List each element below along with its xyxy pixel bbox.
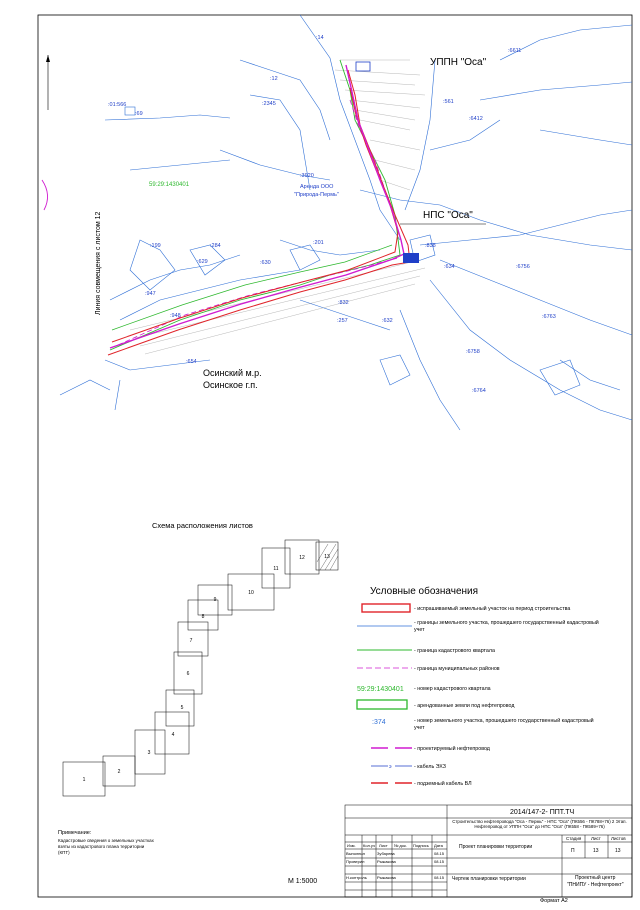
stamp-organization-2: "ПНИПУ - Нефтепроект" (567, 882, 624, 888)
scheme-sheet-number: 12 (299, 555, 305, 561)
legend-text-wrap (414, 718, 604, 738)
lease-label-2: "Природа-Пермь" (294, 192, 339, 198)
legend-text: - кабель ЭХЗ (414, 764, 446, 770)
sheet-frame (38, 15, 632, 897)
legend-text: - граница муниципальных районов (414, 666, 500, 672)
stamp-sheets-head: Листов (611, 836, 626, 841)
parcel-label: :257 (337, 318, 348, 324)
construction-strip-inner (112, 88, 398, 342)
parcel-label: :3920 (300, 173, 314, 179)
parcel-label: :01:566 (108, 102, 127, 108)
municipal-arc (42, 180, 48, 210)
stamp-sheet: 13 (593, 848, 599, 854)
uppn-facility (356, 62, 370, 71)
parcel-label: :284 (210, 243, 221, 249)
parcel-label: :838 (425, 243, 436, 249)
scheme-sheet-number: 11 (273, 566, 279, 572)
notes (58, 830, 156, 878)
stamp-row-head: Изм. (347, 843, 356, 848)
notes-title: Примечание: (58, 830, 92, 836)
legend-text: - подземный кабель ВЛ (414, 781, 472, 787)
stamp-object-wrap (449, 819, 630, 835)
stamp-sheets: 13 (615, 848, 621, 854)
quarter-number-label: 59:29:1430401 (149, 182, 190, 188)
survey-hatching (130, 60, 425, 354)
legend-sample-lease (357, 700, 407, 709)
legend-sample-construction (362, 604, 410, 612)
scheme-sheet-number: 8 (201, 614, 205, 620)
stamp-drawing-2: Чертеж планировки территории (452, 876, 526, 882)
scheme-sheet-numbers (83, 554, 330, 783)
parcel-label: :14 (316, 35, 324, 41)
stamp-object: Строительство нефтепровода "Оса - Пермь" - НПС "Оса" (ПК556 - ПК788+76) 2 Этап. Нефтепровод от УППН "Оса" до НПС "Оса" (ПК558 - ПК589+76) (452, 819, 627, 830)
parcel-label: :12 (270, 76, 278, 82)
stamp-name: Рыжакова (377, 859, 396, 864)
stamp-row-head: Дата (434, 843, 443, 848)
scheme-sheet-number: 13 (324, 554, 330, 560)
legend-sample-parcel-number: :374 (372, 719, 386, 726)
legend-text: - номер земельного участка, прошедшего государственный кадастровый учет (414, 718, 594, 731)
legend (357, 585, 604, 787)
uppn-label: УППН "Оса" (430, 57, 487, 68)
legend-text: - границы земельного участка, прошедшего государственный кадастровый учет (414, 620, 599, 633)
title-block-texts (346, 809, 630, 888)
parcel-label: :6763 (542, 314, 556, 320)
map-area (42, 15, 632, 430)
scheme-sheet-number: 1 (82, 777, 86, 783)
parcel-labels (108, 35, 556, 394)
stamp-date: 08.15 (434, 875, 445, 880)
parcel-label: :69 (135, 111, 143, 117)
stamp-date: 08.15 (434, 851, 445, 856)
notes-text: Кадастровые сведения о земельных участках взяты из кадастрового плана территории (КПТ) (58, 838, 154, 855)
parcel-label: :199 (150, 243, 161, 249)
parcel-label: :6412 (469, 116, 483, 122)
scale-label: М 1:5000 (288, 878, 318, 885)
stamp-stage: П (571, 848, 575, 854)
stamp-sheet-head: Лист (591, 836, 601, 841)
scheme-sheet-number: 5 (180, 705, 184, 711)
municipality-label-1: Осинский м.р. (203, 368, 262, 378)
scheme-sheet-number: 3 (147, 750, 151, 756)
parcel-label: :948 (170, 313, 181, 319)
scheme-sheet-number: 10 (248, 590, 254, 596)
lease-label-1: Аренда ООО (300, 184, 334, 190)
parcel-label: :832 (338, 300, 349, 306)
legend-title: Условные обозначения (370, 586, 479, 597)
legend-text: - граница кадастрового квартала (414, 648, 495, 654)
legend-text: - проектируемый нефтепровод (414, 746, 490, 752)
parcel-label: :6758 (466, 349, 480, 355)
parcel-label: :629 (197, 259, 208, 265)
stamp-signatures (346, 851, 445, 880)
pipeline (110, 65, 404, 348)
municipality-label-2: Осинское г.п. (203, 380, 258, 390)
nps-label: НПС "Оса" (423, 210, 473, 221)
scheme-sheet-number: 2 (117, 769, 121, 775)
join-line-label: Линия совмещения с листом 12 (95, 211, 102, 315)
stamp-date: 08.15 (434, 859, 445, 864)
parcel-label: :6611 (508, 48, 522, 54)
stamp-row-heads (347, 843, 444, 848)
stamp-code: 2014/147-2- ППТ.ТЧ (510, 809, 575, 816)
stamp-role: Н.контроль (346, 875, 367, 880)
scheme-sheet-number: 4 (171, 732, 175, 738)
parcel-label: :632 (382, 318, 393, 324)
legend-cable-glyph: э (389, 764, 392, 770)
legend-sample-quarter-number: 59:29:1430401 (357, 686, 404, 693)
stamp-name: Зубарева (377, 851, 395, 856)
parcel-label: :6756 (516, 264, 530, 270)
stamp-drawing-1: Проект планировки территории (459, 844, 533, 850)
construction-strip-outer (108, 70, 410, 355)
stamp-name: Рыжакова (377, 875, 396, 880)
parcel-label: :634 (444, 264, 455, 270)
stamp-row-head: Подпись (413, 843, 429, 848)
scheme-title: Схема расположения листов (152, 521, 253, 530)
north-arrow-head (46, 55, 50, 62)
parcel-label: :947 (145, 291, 156, 297)
stamp-role: Проверил (346, 859, 365, 864)
stamp-organization-1: Проектный центр (575, 875, 616, 881)
legend-texts (414, 605, 604, 787)
parcel-label: :630 (260, 260, 271, 266)
scheme-sheets (63, 540, 338, 796)
scheme-sheet-number: 7 (189, 638, 193, 644)
scheme-sheet-number: 6 (186, 671, 190, 677)
parcel-label: :654 (186, 359, 197, 365)
legend-text: - испрашиваемый земельный участок на период строительства (414, 606, 571, 612)
stamp-row-head: № док. (394, 843, 407, 848)
stamp-row-head: Лист (379, 843, 388, 848)
scheme-sheet-number: 9 (213, 597, 217, 603)
cadastral-quarter-boundary-2 (112, 245, 392, 330)
parcel-label: :2345 (262, 101, 276, 107)
legend-text: - номер кадастрового квартала (414, 686, 491, 692)
sheet-layout-scheme (63, 521, 338, 885)
stamp-row-head: Кол.уч (363, 843, 375, 848)
stamp-stage-head: Стадия (566, 836, 582, 841)
legend-text-wrap (414, 620, 604, 640)
scheme-sheet-rect (178, 622, 208, 656)
notes-text-wrap (58, 838, 156, 878)
parcel-label: :6764 (472, 388, 486, 394)
parcel-label: :201 (313, 240, 324, 246)
parcel-label: :561 (443, 99, 454, 105)
stamp-role: Выполнил (346, 851, 365, 856)
paper-format: Формат А2 (540, 898, 568, 904)
nps-facility (403, 253, 419, 263)
legend-text: - арендованные земли под нефтепровод (414, 703, 515, 709)
